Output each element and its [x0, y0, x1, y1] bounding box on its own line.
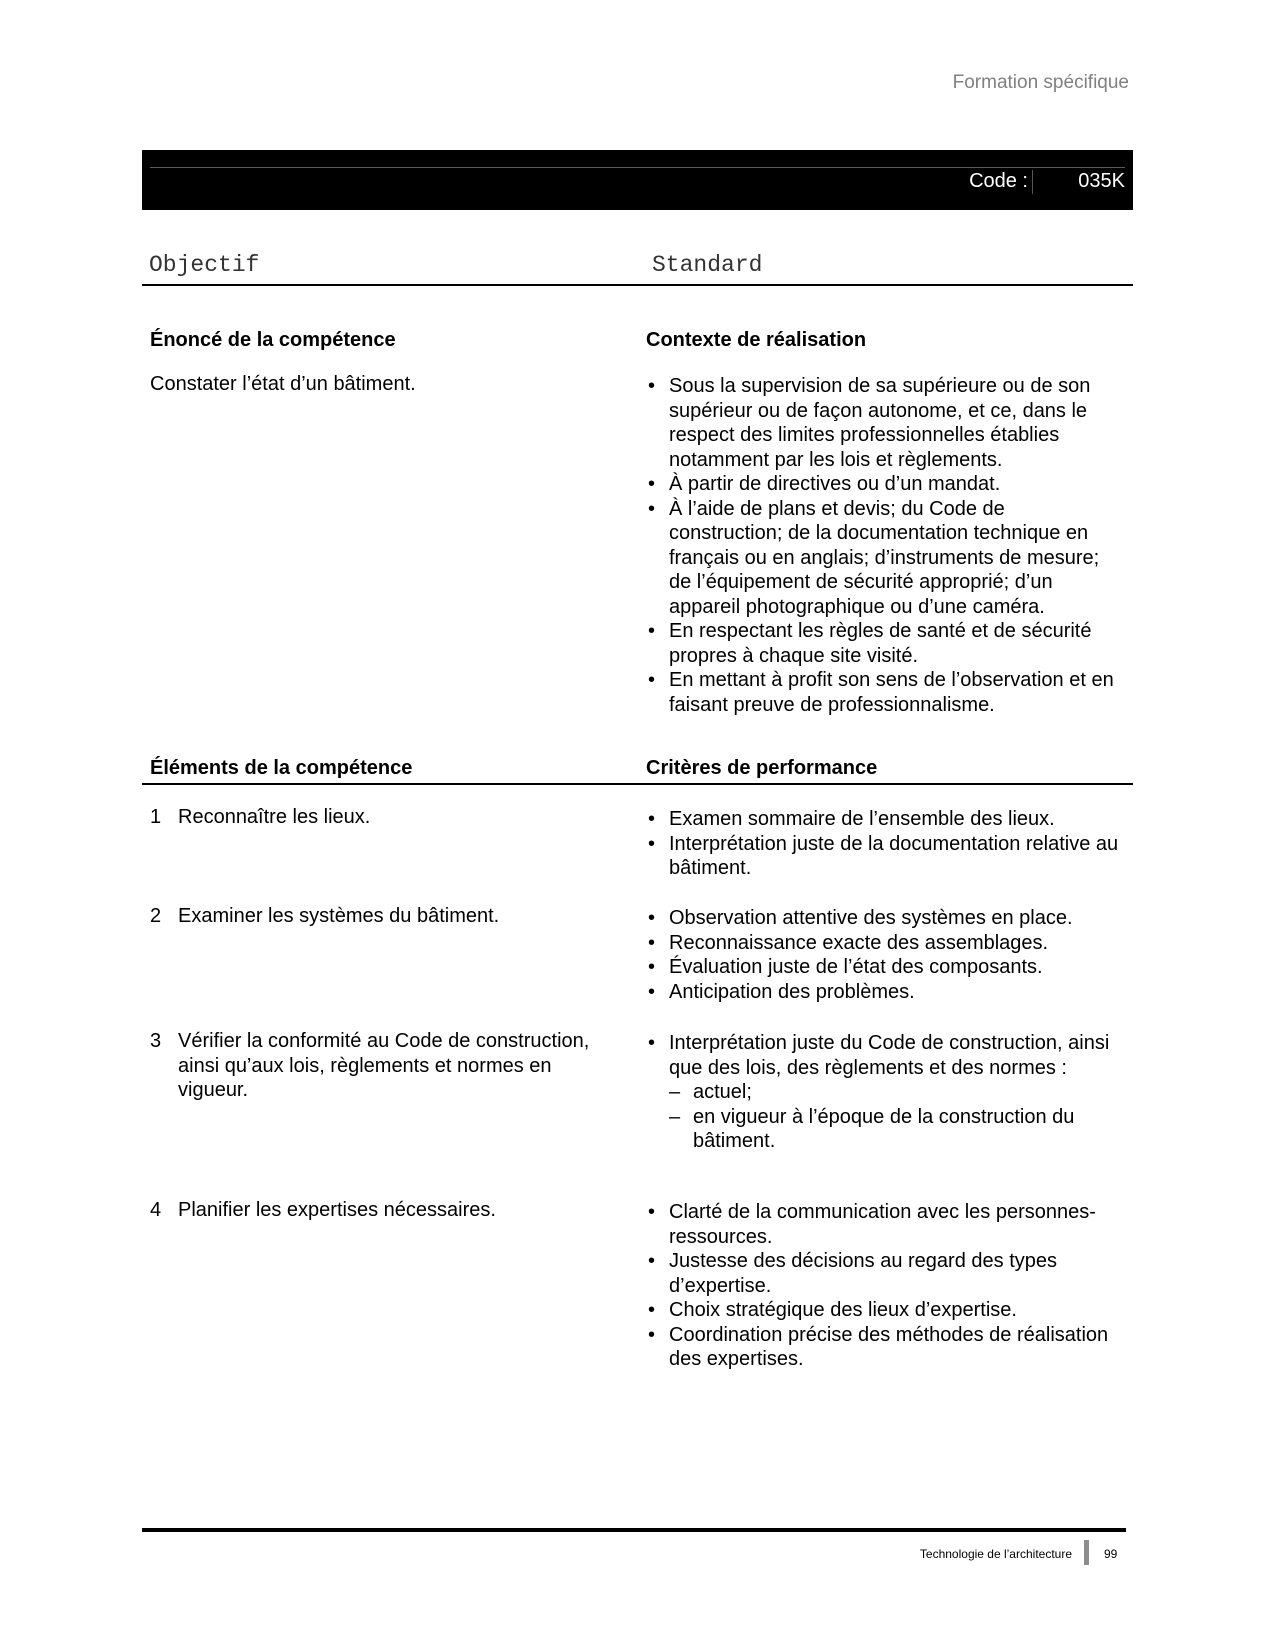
element-number: 2	[150, 905, 162, 927]
element-3	[150, 1029, 620, 1103]
element-number: 1	[150, 806, 162, 828]
criterion: • Justesse des décisions au regard des types d’expertise.	[646, 1249, 1121, 1298]
code-separator	[1032, 170, 1033, 194]
sub-criterion: – en vigueur à l’époque de la construction du bâtiment.	[669, 1105, 1121, 1154]
competence-title: Énoncé de la compétence	[150, 329, 396, 351]
criterion: • Évaluation juste de l’état des composants.	[646, 955, 1121, 980]
sub-criterion: – actuel;	[669, 1080, 1121, 1105]
criteria-list-4	[646, 1200, 1121, 1372]
context-item: • Sous la supervision de sa supérieure ou de son supérieur ou de façon autonome, et ce, dans le respect des limites professionnelles établies notamment par les lois et règlements.	[646, 374, 1121, 472]
criteria-list-1	[646, 807, 1121, 881]
criteria-title: Critères de performance	[646, 757, 878, 779]
elements-title: Éléments de la compétence	[150, 757, 413, 779]
criterion: • Interprétation juste de la documentation relative au bâtiment.	[646, 832, 1121, 881]
criterion	[646, 1031, 1121, 1154]
column-heading-rule	[142, 284, 1133, 286]
context-item: • À l’aide de plans et devis; du Code de construction; de la documentation technique en français ou en anglais; d’instruments de mesure; de l’équipement de sécurité approprié; d’un appareil photographique ou d’une caméra.	[646, 497, 1121, 620]
code-bar	[142, 150, 1133, 210]
context-title: Contexte de réalisation	[646, 329, 867, 351]
element-number: 3	[150, 1030, 162, 1052]
context-list	[646, 374, 1121, 717]
element-label: Vérifier la conformité au Code de construction, ainsi qu’aux lois, règlements et normes en vigueur.	[178, 1030, 590, 1101]
criteria-list-3	[646, 1031, 1121, 1154]
footer-separator	[1084, 1540, 1089, 1565]
element-1	[150, 805, 620, 830]
footer-title: Technologie de l’architecture	[919, 1547, 1072, 1561]
code-bar-rule	[150, 167, 1125, 168]
competence-statement: Constater l’état d’un bâtiment.	[150, 373, 416, 395]
element-label: Examiner les systèmes du bâtiment.	[178, 905, 500, 927]
criterion: • Observation attentive des systèmes en place.	[646, 906, 1121, 931]
elements-rule	[142, 783, 1133, 785]
footer-rule	[142, 1528, 1126, 1532]
criterion: • Coordination précise des méthodes de réalisation des expertises.	[646, 1323, 1121, 1372]
code-label: Code :	[969, 170, 1028, 192]
context-item: • À partir de directives ou d’un mandat.	[646, 472, 1121, 497]
context-item: • En mettant à profit son sens de l’observation et en faisant preuve de professionnalisme.	[646, 668, 1121, 717]
column-heading-standard: Standard	[652, 252, 763, 278]
element-label: Reconnaître les lieux.	[178, 806, 371, 828]
page-number: 99	[1104, 1547, 1118, 1561]
element-number: 4	[150, 1199, 162, 1221]
criterion-text: Interprétation juste du Code de construction, ainsi que des lois, des règlements et des normes :	[669, 1032, 1110, 1079]
element-4	[150, 1198, 620, 1223]
sub-criteria-list	[669, 1080, 1121, 1154]
context-item: • En respectant les règles de santé et de sécurité propres à chaque site visité.	[646, 619, 1121, 668]
criterion: • Examen sommaire de l’ensemble des lieux.	[646, 807, 1121, 832]
criterion: • Clarté de la communication avec les personnes-ressources.	[646, 1200, 1121, 1249]
criterion: • Choix stratégique des lieux d’expertise.	[646, 1298, 1121, 1323]
code-value: 035K	[1078, 170, 1125, 192]
criterion: • Anticipation des problèmes.	[646, 980, 1121, 1005]
element-2	[150, 904, 620, 929]
running-header: Formation spécifique	[952, 72, 1129, 93]
element-label: Planifier les expertises nécessaires.	[178, 1199, 496, 1221]
criterion: • Reconnaissance exacte des assemblages.	[646, 931, 1121, 956]
column-heading-objectif: Objectif	[149, 252, 260, 278]
criteria-list-2	[646, 906, 1121, 1004]
